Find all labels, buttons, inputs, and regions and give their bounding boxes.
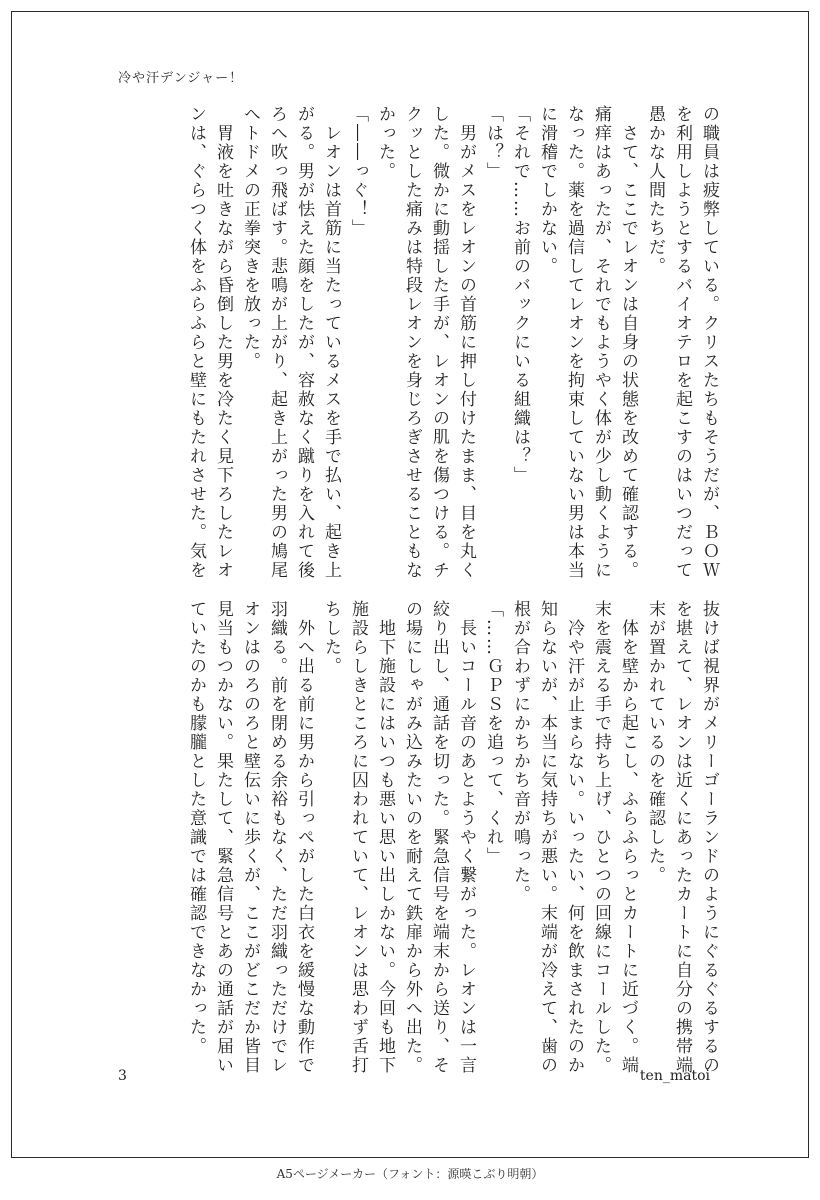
text-column: を堪えて、レオンは近くにあったカートに自分の携帯端 bbox=[672, 600, 692, 1075]
text-column: オンはのろのろと壁伝いに歩くが、ここがどこだか皆目 bbox=[240, 600, 260, 1075]
text-block-top bbox=[182, 105, 722, 580]
text-column: がる。男が怯えた顔をしたが、容赦なく蹴りを入れて後 bbox=[294, 105, 314, 580]
text-column: 長いコール音のあとようやく繋がった。レオンは一言 bbox=[456, 600, 476, 1075]
text-column: 抜けば視界がメリーゴーランドのようにぐるぐるするの bbox=[699, 600, 719, 1075]
text-column: ンは、ぐらつく体をふらふらと壁にもたれさせた。気を bbox=[186, 105, 206, 580]
text-column: 施設らしきところに囚われていて、レオンは思わず舌打 bbox=[348, 600, 368, 1075]
text-column: 男がメスをレオンの首筋に押し付けたまま、目を丸く bbox=[456, 105, 476, 580]
text-column: クッとした痛みは特段レオンを身じろぎさせることもな bbox=[402, 105, 422, 580]
text-column: に滑稽でしかない。 bbox=[537, 105, 557, 276]
text-column: 冷や汗が止まらない。いったい、何を飲まされたのか bbox=[564, 600, 584, 1075]
text-column: 「――っぐ！」 bbox=[348, 105, 368, 238]
text-block-bottom bbox=[182, 600, 722, 1075]
text-column: 地下施設にはいつも悪い思い出しかない。今回も地下 bbox=[375, 600, 395, 1075]
running-title: 冷や汗デンジャー！ bbox=[118, 71, 244, 86]
text-column: ろへ吹っ飛ばす。悲鳴が上がり、起き上がった男の鳩尾 bbox=[267, 105, 287, 580]
text-column: ていたのかも朦朧とした意識では確認できなかった。 bbox=[186, 600, 206, 1056]
text-column: 愚かな人間たちだ。 bbox=[645, 105, 665, 276]
text-column: さて、ここでレオンは自身の状態を改めて確認する。 bbox=[618, 105, 638, 580]
text-column: 羽織る。前を閉める余裕もなく、ただ羽織っただけでレ bbox=[267, 600, 287, 1075]
text-column: 体を壁から起こし、ふらふらっとカートに近づく。端 bbox=[618, 600, 638, 1075]
text-column: へトドメの正拳突きを放った。 bbox=[240, 105, 260, 371]
text-column: 末を震える手で持ち上げ、ひとつの回線にコールした。 bbox=[591, 600, 611, 1075]
generator-footer: A5ページメーカー（フォント：源暎こぶり明朝） bbox=[276, 1167, 544, 1181]
text-column: 「それで……お前のバックにいる組織は？」 bbox=[510, 105, 530, 485]
author-credit: ten_matoi bbox=[639, 1068, 710, 1084]
text-column: 「……ＧＰＳを追って、くれ」 bbox=[483, 600, 503, 866]
text-column: 痛痒はあったが、それでもようやく体が少し動くように bbox=[591, 105, 611, 580]
text-column: 絞り出し、通話を切った。緊急信号を端末から送り、そ bbox=[429, 600, 449, 1075]
page-number: 3 bbox=[118, 1068, 127, 1084]
text-column: の職員は疲弊している。クリスたちもそうだが、ＢＯＷ bbox=[699, 105, 719, 580]
text-column: 知らないが、本当に気持ちが悪い。末端が冷えて、歯の bbox=[537, 600, 557, 1075]
text-column: 「は？」 bbox=[483, 105, 503, 181]
text-column: 根が合わずにかちかち音が鳴った。 bbox=[510, 600, 530, 904]
text-column: 見当もつかない。果たして、緊急信号とあの通話が届い bbox=[213, 600, 233, 1075]
text-column: の場にしゃがみ込みたいのを耐えて鉄扉から外へ出た。 bbox=[402, 600, 422, 1075]
text-column: レオンは首筋に当たっているメスを手で払い、起き上 bbox=[321, 105, 341, 580]
text-column: した。微かに動揺した手が、レオンの肌を傷つける。チ bbox=[429, 105, 449, 580]
text-column: を利用しようとするバイオテロを起こすのはいつだって bbox=[672, 105, 692, 580]
text-column: 外へ出る前に男から引っぺがした白衣を緩慢な動作で bbox=[294, 600, 314, 1075]
text-column: なった。薬を過信してレオンを拘束していない男は本当 bbox=[564, 105, 584, 580]
text-column: 胃液を吐きながら昏倒した男を冷たく見下ろしたレオ bbox=[213, 105, 233, 580]
text-column: ちした。 bbox=[321, 600, 341, 676]
text-column: かった。 bbox=[375, 105, 395, 181]
text-column: 末が置かれているのを確認した。 bbox=[645, 600, 665, 885]
